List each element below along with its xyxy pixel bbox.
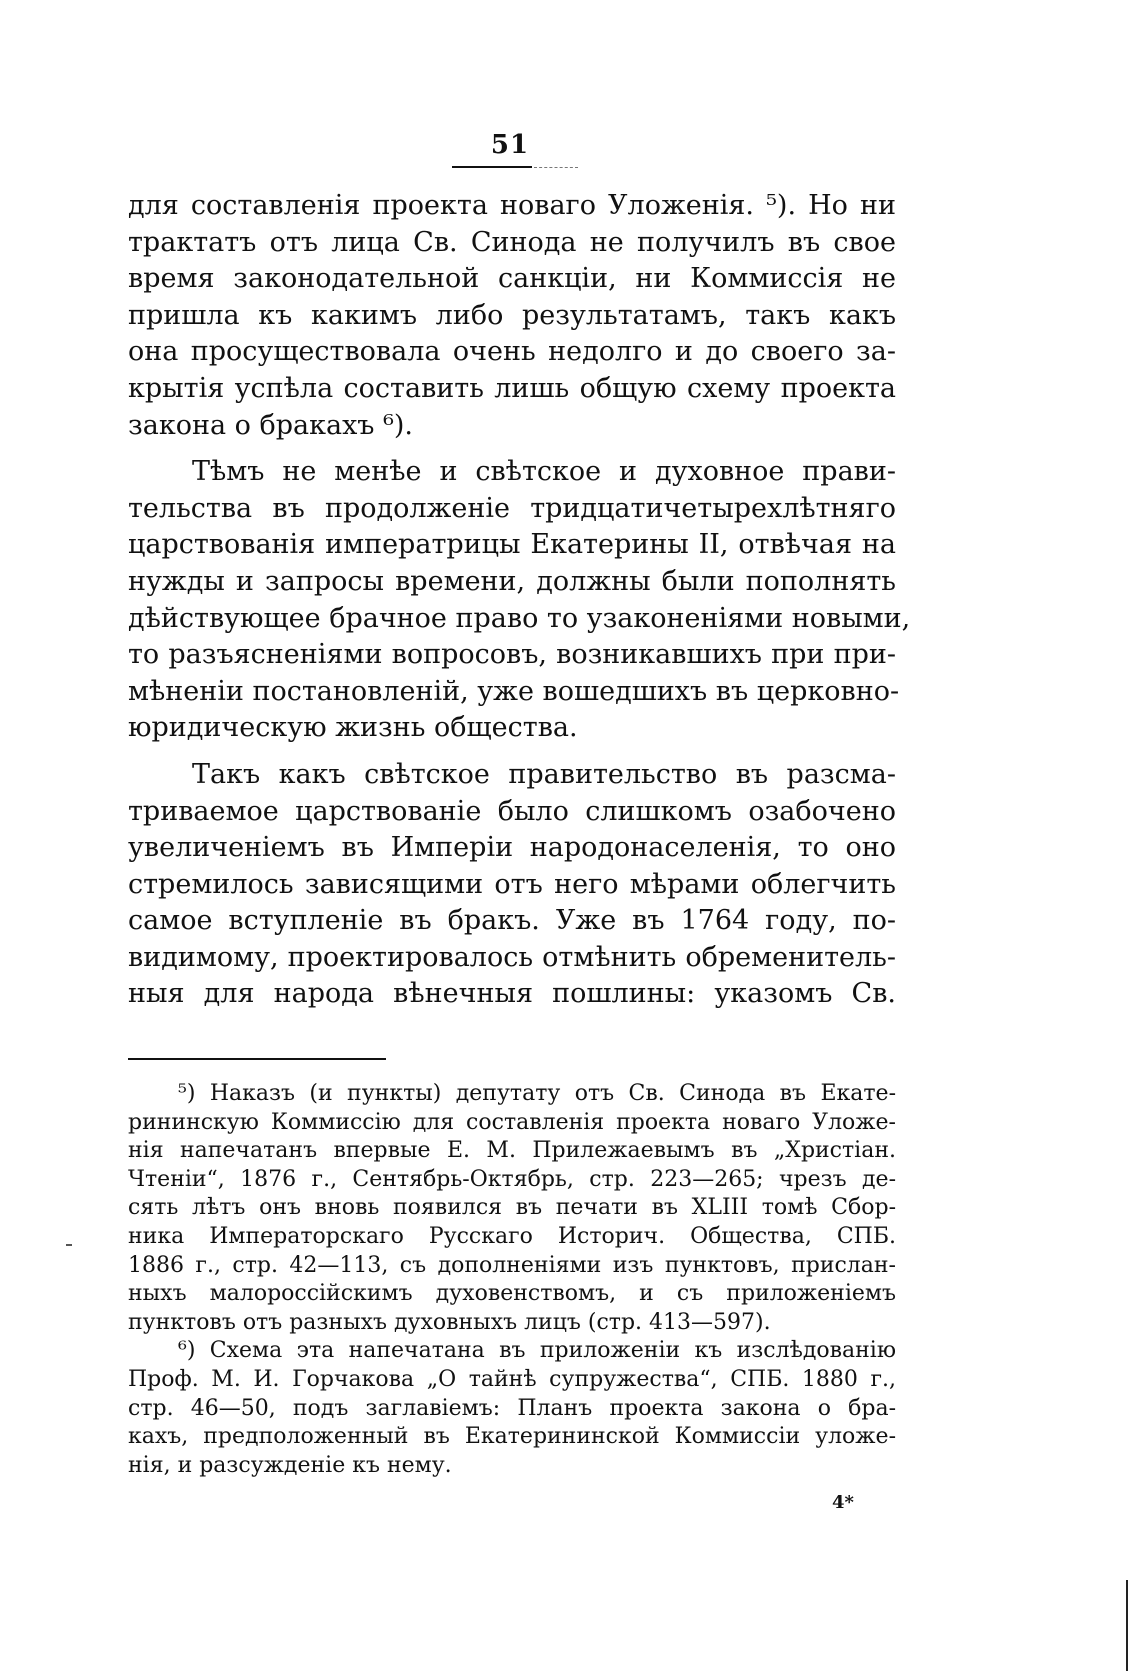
footnote-separator (128, 1058, 386, 1060)
body-line: то разъясненіями вопросовъ, возникавшихъ при при- (128, 639, 896, 671)
body-line: царствованія императрицы Екатерины II, отвѣчая на (128, 529, 896, 561)
footnote-line: ныхъ малороссійскимъ духовенствомъ, и съ приложеніемъ (128, 1281, 896, 1307)
footnote-line: Чтеніи“, 1876 г., Сентябрь-Октябрь, стр. 223—265; чрезъ де- (128, 1166, 896, 1192)
body-line: увеличеніемъ въ Имперіи народонаселенія, то оно (128, 832, 896, 864)
footnote-line: нія, и разсужденіе къ нему. (128, 1452, 452, 1478)
body-text (128, 188, 911, 1013)
body-line: стремилось зависящими отъ него мѣрами облегчить (128, 868, 896, 900)
footnote-line: ⁶) Схема эта напечатана въ приложеніи къ изслѣдованію (178, 1338, 896, 1364)
body-line: тельства въ продолженіе тридцатичетырехлѣтняго (128, 492, 896, 524)
header-rule (452, 166, 532, 168)
body-line: видимому, проектировалось отмѣнить обременитель- (128, 941, 896, 973)
body-line: для составленія проекта новаго Уложенія. ⁵). Но ни (128, 190, 896, 221)
footnote-line: пунктовъ отъ разныхъ духовныхъ лицъ (стр. 413—597). (128, 1309, 771, 1335)
body-line: пришла къ какимъ либо результатамъ, такъ какъ (128, 299, 896, 331)
body-line: нужды и запросы времени, должны были пополнять (128, 565, 896, 597)
margin-speck (66, 1244, 72, 1246)
body-line: крытія успѣла составить лишь общую схему проекта (128, 372, 896, 404)
page-edge-mark (1126, 1580, 1128, 1671)
body-line: Тѣмъ не менѣе и свѣтское и духовное прави- (192, 456, 896, 488)
signature-mark: 4* (832, 1492, 854, 1513)
footnote-line: стр. 46—50, подъ заглавіемъ: Планъ проекта закона о бра- (128, 1395, 896, 1421)
footnote-line: нія напечатанъ впервые Е. М. Прилежаевымъ въ „Христіан. (128, 1138, 896, 1164)
body-line: она просуществовала очень недолго и до своего за- (128, 336, 896, 368)
footnote-line: ника Императорскаго Русскаго Историч. Общества, СПБ. (128, 1223, 896, 1249)
footnote-line: Проф. М. И. Горчакова „О тайнѣ супружества“, СПБ. 1880 г., (128, 1366, 896, 1392)
footnote-line: 1886 г., стр. 42—113, съ дополненіями изъ пунктовъ, прислан- (128, 1252, 896, 1278)
body-line: ныя для народа вѣнечныя пошлины: указомъ Св. (128, 978, 896, 1010)
footnote-line: ⁵) Наказъ (и пункты) депутату отъ Св. Синода въ Екате- (178, 1081, 896, 1106)
footnote-line: кахъ, предположенный въ Екатерининской Коммиссіи уложе- (128, 1424, 896, 1450)
body-line: триваемое царствованіе было слишкомъ озабочено (128, 795, 896, 827)
body-line: закона о бракахъ ⁶). (128, 409, 414, 441)
body-line: время законодательной санкціи, ни Коммиссія не (128, 263, 896, 295)
footnotes (128, 1080, 896, 1480)
body-line: юридическую жизнь общества. (128, 712, 578, 744)
page-number: 51 (490, 130, 530, 160)
body-line: самое вступленіе въ бракъ. Уже въ 1764 году, по- (128, 905, 896, 937)
body-line: трактатъ отъ лица Св. Синода не получилъ въ свое (128, 226, 896, 258)
body-line: Такъ какъ свѣтское правительство въ разсма- (192, 758, 896, 790)
header-rule-dashed (534, 167, 578, 168)
body-line: мѣненіи постановленій, уже вошедшихъ въ церковно- (128, 675, 900, 707)
footnote-line: рининскую Коммиссію для составленія проекта новаго Уложе- (128, 1109, 896, 1135)
body-line: дѣйствующее брачное право то узаконеніями новыми, (128, 602, 911, 634)
footnote-line: сять лѣтъ онъ вновь появился въ печати въ XLIII томѣ Сбор- (128, 1195, 896, 1221)
